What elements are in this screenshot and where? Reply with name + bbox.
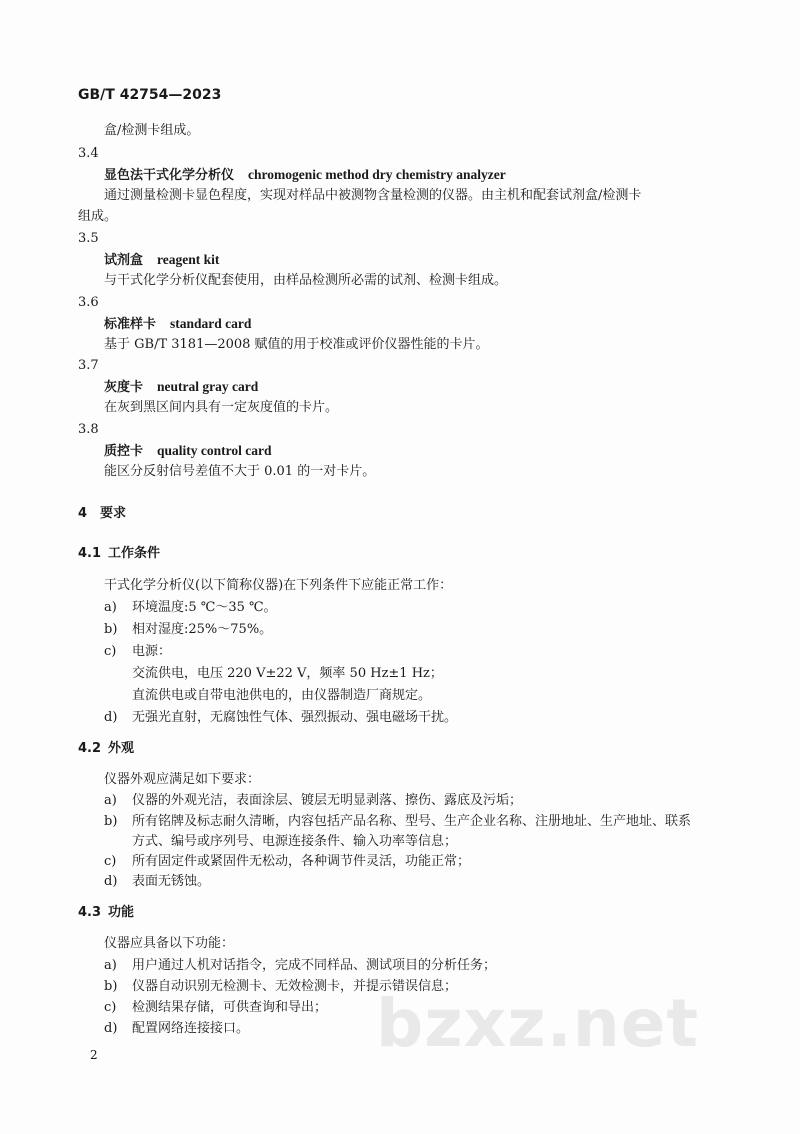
list-item	[104, 709, 457, 727]
subsection-heading	[78, 904, 134, 922]
section-number: 4	[78, 506, 88, 521]
list-item	[104, 665, 443, 683]
list-item	[104, 999, 327, 1017]
term-line	[104, 442, 272, 461]
page-number: 2	[90, 1048, 98, 1062]
term-en: standard card	[170, 316, 252, 331]
list-item	[104, 621, 272, 639]
list-label: b)	[104, 622, 118, 637]
paragraph: 仪器外观应满足如下要求：	[104, 772, 261, 787]
list-text: 所有固定件或紧固件无松动，各种调节件灵活，功能正常；	[132, 854, 471, 869]
paragraph: 仪器应具备以下功能：	[104, 936, 235, 951]
clause-number: 3.6	[78, 295, 99, 310]
list-item	[104, 687, 431, 705]
list-item	[104, 643, 171, 661]
term-en: reagent kit	[157, 252, 220, 267]
term-line	[104, 251, 219, 270]
list-text: 仪器自动识别无检测卡、无效检测卡，并提示错误信息；	[132, 979, 458, 994]
standard-code-header: GB/T 42754—2023	[78, 87, 222, 103]
list-text: 相对湿度:25%～75%。	[132, 622, 273, 637]
list-item	[104, 1020, 249, 1038]
continued-line: 盒/检测卡组成。	[104, 123, 200, 138]
term-zh: 标准样卡	[104, 317, 157, 332]
list-text: 环境温度:5 ℃～35 ℃。	[132, 600, 277, 615]
section-number: 4.1	[78, 546, 102, 561]
list-text: 表面无锈蚀。	[132, 874, 211, 889]
list-item	[104, 873, 210, 891]
list-text: 电源：	[132, 644, 172, 659]
list-label: d)	[104, 1021, 118, 1036]
definition-text: 基于 GB/T 3181—2008 赋值的用于校准或评价仪器性能的卡片。	[104, 337, 489, 352]
list-text: 交流供电，电压 220 V±22 V，频率 50 Hz±1 Hz；	[132, 666, 443, 681]
list-label: c)	[104, 854, 117, 869]
list-label: c)	[104, 1000, 117, 1015]
list-label: a)	[104, 600, 117, 615]
section-title: 要求	[100, 506, 127, 521]
definition-text: 能区分反射信号差值不大于 0.01 的一对卡片。	[104, 464, 376, 479]
list-text: 所有铭牌及标志耐久清晰，内容包括产品名称、型号、生产企业名称、注册地址、生产地址、联系	[132, 814, 692, 829]
term-zh: 质控卡	[104, 444, 144, 459]
list-label: b)	[104, 814, 118, 829]
list-text: 无强光直射，无腐蚀性气体、强烈振动、强电磁场干扰。	[132, 710, 458, 725]
term-line	[104, 166, 506, 185]
definition-text: 组成。	[78, 209, 118, 224]
list-label: d)	[104, 710, 118, 725]
section-heading	[78, 505, 126, 523]
watermark: bzxz.net	[376, 985, 700, 1062]
list-label: a)	[104, 958, 117, 973]
section-title: 外观	[108, 741, 135, 756]
clause-number: 3.4	[78, 146, 99, 161]
list-text: 直流供电或自带电池供电的，由仪器制造厂商规定。	[132, 688, 432, 703]
list-label: d)	[104, 874, 118, 889]
definition-text: 与干式化学分析仪配套使用，由样品检测所必需的试剂、检测卡组成。	[104, 273, 508, 288]
list-item	[104, 599, 277, 617]
list-item	[104, 813, 691, 831]
term-line	[104, 315, 251, 334]
clause-number: 3.8	[78, 422, 99, 437]
definition-text: 通过测量检测卡显色程度，实现对样品中被测物含量检测的仪器。由主机和配套试剂盒/检测卡	[104, 188, 642, 203]
list-text: 检测结果存储，可供查询和导出；	[132, 1000, 328, 1015]
term-zh: 灰度卡	[104, 380, 144, 395]
list-label: c)	[104, 644, 117, 659]
list-item	[104, 853, 470, 871]
term-zh: 显色法干式化学分析仪	[104, 168, 235, 183]
list-item	[104, 792, 522, 810]
clause-number: 3.5	[78, 231, 99, 246]
section-number: 4.2	[78, 741, 102, 756]
subsection-heading	[78, 740, 134, 758]
list-text: 配置网络连接接口。	[132, 1021, 250, 1036]
subsection-heading	[78, 545, 160, 563]
term-zh: 试剂盒	[104, 253, 144, 268]
paragraph: 干式化学分析仪(以下简称仪器)在下列条件下应能正常工作：	[104, 578, 453, 593]
term-en: quality control card	[157, 443, 272, 458]
term-en: neutral gray card	[157, 379, 259, 394]
section-number: 4.3	[78, 905, 102, 920]
clause-number: 3.7	[78, 358, 99, 373]
definition-text: 在灰到黑区间内具有一定灰度值的卡片。	[104, 400, 339, 415]
list-item	[104, 833, 457, 851]
list-text: 用户通过人机对话指令，完成不同样品、测试项目的分析任务；	[132, 958, 497, 973]
section-title: 功能	[108, 905, 135, 920]
section-title: 工作条件	[108, 546, 161, 561]
list-item	[104, 957, 496, 975]
list-text: 方式、编号或序列号、电源连接条件、输入功率等信息；	[132, 834, 458, 849]
list-label: b)	[104, 979, 118, 994]
term-line	[104, 378, 258, 397]
term-en: chromogenic method dry chemistry analyzer	[248, 167, 506, 182]
list-label: a)	[104, 793, 117, 808]
list-text: 仪器的外观光洁，表面涂层、镀层无明显剥落、擦伤、露底及污垢；	[132, 793, 523, 808]
